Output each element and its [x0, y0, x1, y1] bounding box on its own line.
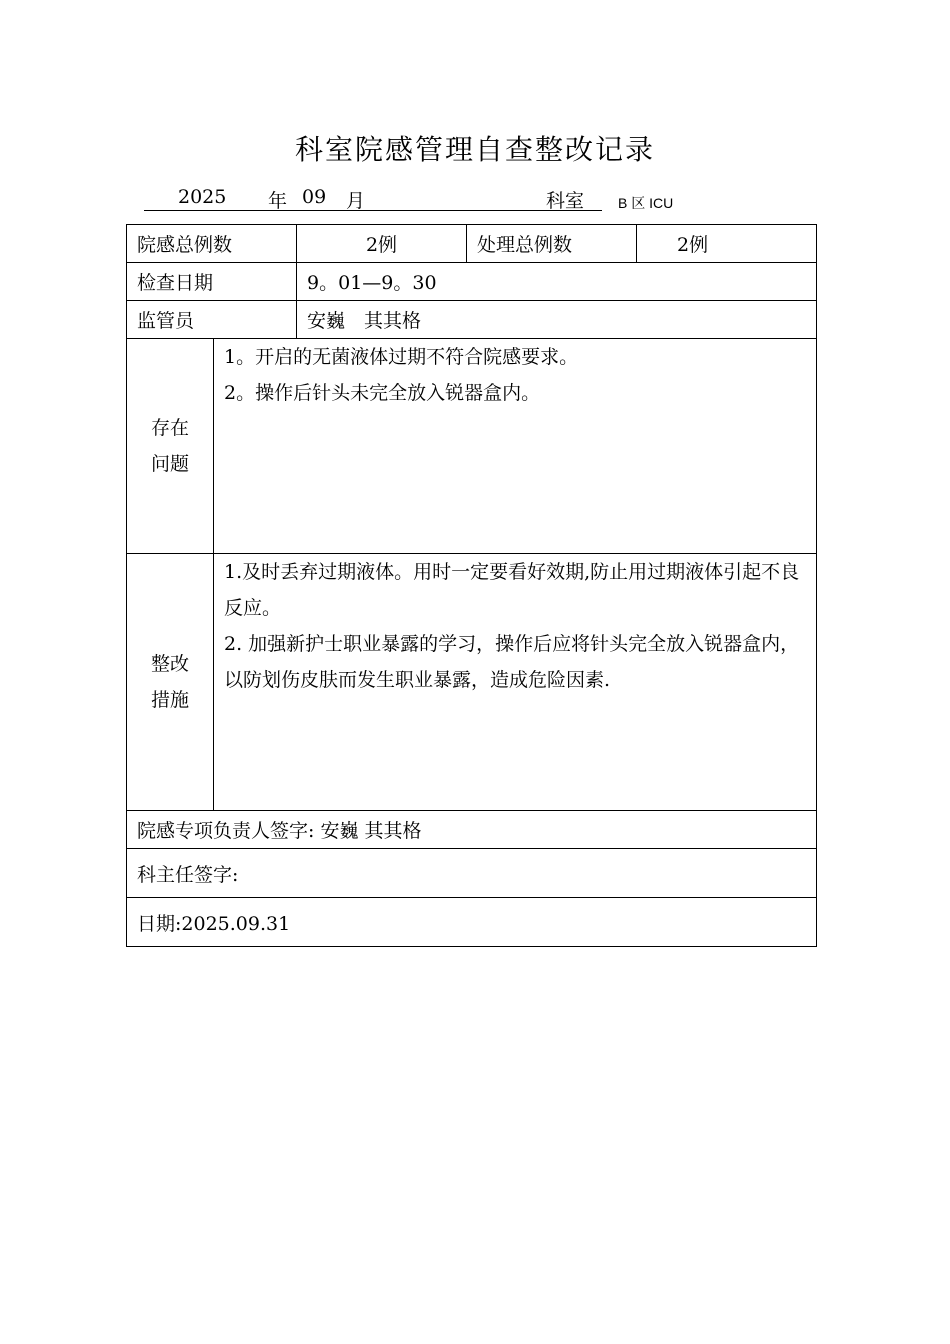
page-title: 科室院感管理自查整改记录	[294, 133, 655, 166]
supervisor-label: 监管员	[127, 301, 297, 339]
measures-label-line2: 措施	[150, 689, 189, 711]
measures-label-line1: 整改	[150, 653, 189, 675]
record-header	[140, 186, 700, 214]
measures-label	[127, 554, 214, 811]
measure-item: 2. 加强新护士职业暴露的学习，操作后应将针头完全放入锐器盒内，以防划伤皮肤而发生职业暴露，造成危险因素.	[224, 633, 800, 691]
row-date	[127, 898, 817, 947]
problem-item: 2。操作后针头未完全放入锐器盒内。	[224, 382, 541, 404]
year-unit: 年	[268, 190, 288, 212]
row-director-signature	[127, 849, 817, 898]
problems-label-line1: 存在	[150, 417, 189, 439]
dept-label: 科室	[546, 190, 585, 212]
inspection-form-table	[126, 224, 817, 947]
check-date-label: 检查日期	[127, 263, 297, 301]
measures-content	[214, 554, 817, 811]
year-value: 2025	[178, 186, 227, 208]
row-case-counts	[127, 225, 817, 263]
row-problems	[127, 339, 817, 554]
row-check-date	[127, 263, 817, 301]
row-measures	[127, 554, 817, 811]
month-unit: 月	[346, 190, 366, 212]
dept-value: B 区 ICU	[618, 195, 674, 211]
supervisor-value: 安巍 其其格	[297, 301, 817, 339]
director-signature: 科主任签字:	[127, 849, 817, 898]
handled-cases-label: 处理总例数	[467, 225, 637, 263]
handled-cases-value: 2例	[637, 225, 817, 263]
problem-item: 1。开启的无菌液体过期不符合院感要求。	[224, 346, 579, 368]
owner-signature: 院感专项负责人签字: 安巍 其其格	[127, 811, 817, 849]
header-underline	[144, 210, 602, 211]
problems-content	[214, 339, 817, 554]
problems-label	[127, 339, 214, 554]
check-date-value: 9。01—9。30	[297, 263, 817, 301]
row-supervisor	[127, 301, 817, 339]
row-owner-signature	[127, 811, 817, 849]
month-value: 09	[302, 186, 327, 208]
measure-item: 1.及时丢弃过期液体。用时一定要看好效期,防止用过期液体引起不良反应。	[224, 561, 800, 619]
total-cases-value: 2例	[297, 225, 467, 263]
record-date: 日期:2025.09.31	[127, 898, 817, 947]
problems-label-line2: 问题	[150, 453, 189, 475]
total-cases-label: 院感总例数	[127, 225, 297, 263]
